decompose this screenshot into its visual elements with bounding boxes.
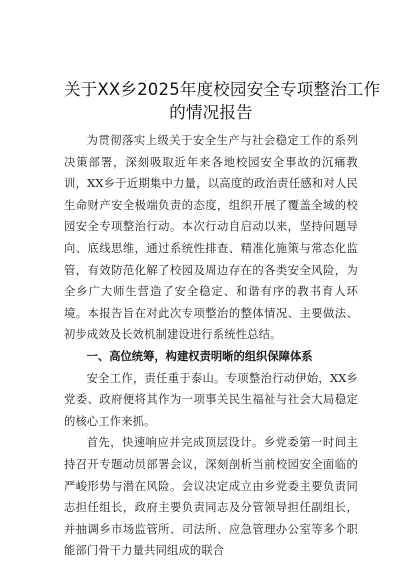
section-1-paragraph-2: 首先，快速响应并完成顶层设计。乡党委第一时间主持召开专题动员部署会议，深刻剖析当前校园安全面临的严峻形势与潜在风险。会议决定成立由乡党委主要负责同志担任组长，政府主要负责同志及分管领导担任副组长，并抽调乡市场监管所、司法所、应急管理办公室等多个职能部门骨干力量共同组成的联合 bbox=[64, 436, 358, 558]
document-title-line-1: 关于XX乡2025年度校园安全专项整治工作 bbox=[64, 80, 381, 99]
document-title-line-2: 的情况报告 bbox=[169, 103, 253, 122]
document-body bbox=[64, 130, 358, 562]
document-title bbox=[64, 78, 381, 124]
intro-paragraph: 为贯彻落实上级关于安全生产与社会稳定工作的系列决策部署，深刻吸取近年来各地校园安全事故的沉痛教训，XX乡于近期集中力量，以高度的政治责任感和对人民生命财产安全极端负责的态度，组织开展了覆盖全域的校园安全专项整治行动。本次行动自启动以来，坚持问题导向、底线思维，通过系统性排查、精准化施策与常态化监管，有效防范化解了校园及周边存在的各类安全风险，为全乡广大师生营造了安全稳定、和谐有序的教书育人环境。本报告旨在对此次专项整治的整体情况、主要做法、初步成效及长效机制建设进行系统性总结。 bbox=[64, 134, 358, 342]
section-1-paragraph-1: 安全工作，责任重于泰山。专项整治行动伊始，XX乡党委、政府便将其作为一项事关民生福祉与社会大局稳定的核心工作来抓。 bbox=[64, 371, 358, 428]
section-1-heading: 一、高位统筹，构建权责明晰的组织保障体系 bbox=[86, 349, 313, 363]
